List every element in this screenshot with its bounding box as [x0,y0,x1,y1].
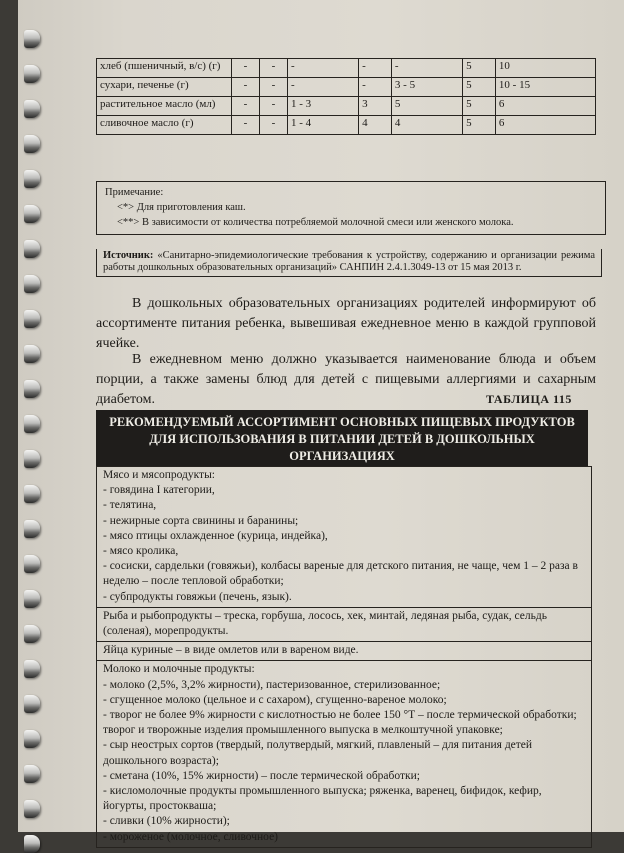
spiral-ring [24,415,40,433]
row-name: сливочное масло (г) [97,116,232,135]
spiral-ring [24,730,40,748]
table-cell: 4 [359,116,392,135]
assortment-table-title: РЕКОМЕНДУЕМЫЙ АССОРТИМЕНТ ОСНОВНЫХ ПИЩЕВЫХ ПРОДУКТОВ ДЛЯ ИСПОЛЬЗОВАНИЯ В ПИТАНИИ ДЕТЕЙ В ДОШКОЛЬНЫХ ОРГАНИЗАЦИЯХ [96,410,588,466]
spiral-ring [24,30,40,48]
list-item: Яйца куриные – в виде омлетов или в вареном виде. [103,644,359,657]
source-note [96,249,602,277]
list-item: - кисломолочные продукты промышленного выпуска; ряженка, варенец, бифидок, кефир, йогурты, простокваша; [103,785,542,813]
table-cell: 5 [463,97,496,116]
norms-table [96,58,596,135]
table-cell: - [232,59,260,78]
table-row [97,97,596,116]
row-name: растительное масло (мл) [97,97,232,116]
table-cell: - [259,97,287,116]
table-cell: 1 - 4 [287,116,358,135]
list-item: - творог не более 9% жирности с кислотностью не более 150 °Т – после термической обработки; творог и творожные изделия промышленного выпуска в мелкоштучной упаковке; [103,709,577,737]
table-cell: 4 [391,116,462,135]
spiral-ring [24,135,40,153]
table-cell: 5 [463,59,496,78]
table-cell: - [259,59,287,78]
note-line-1: <*> Для приготовления каш. [117,202,246,213]
spiral-ring [24,65,40,83]
table-cell: 1 - 3 [287,97,358,116]
spiral-ring [24,625,40,643]
spiral-ring [24,765,40,783]
list-item: Мясо и мясопродукты: [103,469,216,481]
table-cell: - [359,59,392,78]
list-item: - мясо птицы охлажденное (курица, индейка), [103,529,328,542]
table-cell: - [259,78,287,97]
table-label: ТАБЛИЦА 115 [486,392,572,406]
table-cell: 10 - 15 [495,78,595,97]
spiral-ring [24,275,40,293]
spiral-ring [24,485,40,503]
table-cell: - [232,97,260,116]
spiral-ring [24,660,40,678]
list-item: - говядина I категории, [103,484,215,497]
paragraph-2: В ежедневном меню должно указывается наименование блюда и объем порции, а также замены блюд для детей с пищевыми аллергиями и сахарным диабетом. [96,352,596,407]
table-cell: - [359,78,392,97]
paragraph-1: В дошкольных образовательных организациях родителей информируют об ассортименте питания ребенка, вывешивая ежедневное меню в каждой групповой ячейке. [96,296,596,351]
list-item: Молоко и молочные продукты: [103,663,255,676]
spiral-ring [24,310,40,328]
list-item: - телятина, [103,499,157,512]
spiral-ring [24,100,40,118]
note-title: Примечание: [105,187,164,198]
spiral-ring [24,205,40,223]
spiral-ring [24,800,40,818]
spiral-binding [18,0,44,832]
spiral-ring [24,170,40,188]
list-item: - сосиски, сардельки (говяжьи), колбасы вареные для детского питания, не чаще, чем 1 – 2 раза в неделю – после тепловой обработки; [103,560,578,588]
table-cell: - [259,116,287,135]
book-page [18,0,624,843]
spiral-ring [24,520,40,538]
table-cell: - [232,116,260,135]
list-item: - мороженое (молочное, сливочное) [103,830,279,843]
source-label: Источник: [103,250,154,261]
list-item: - мясо кролика, [103,545,179,558]
table-cell: 10 [495,59,595,78]
spiral-ring [24,590,40,608]
list-item: - сыр неострых сортов (твердый, полутвердый, мягкий, плавленый – для питания детей дошкольного возраста); [103,739,533,767]
spiral-ring [24,240,40,258]
table-section [97,467,591,608]
row-name: хлеб (пшеничный, в/с) (г) [97,59,232,78]
spiral-ring [24,695,40,713]
table-cell: - [391,59,462,78]
list-item: - сгущенное молоко (цельное и с сахаром), сгущенно-вареное молоко; [103,693,447,706]
table-note [96,181,606,235]
list-item: - молоко (2,5%, 3,2% жирности), пастеризованное, стерилизованное; [103,678,441,691]
list-item: - сметана (10%, 15% жирности) – после термической обработки; [103,769,420,782]
table-cell: 3 - 5 [391,78,462,97]
row-name: сухари, печенье (г) [97,78,232,97]
table-cell: - [232,78,260,97]
table-cell: 5 [463,78,496,97]
spiral-ring [24,380,40,398]
table-cell: - [287,78,358,97]
spiral-ring [24,450,40,468]
table-cell: 3 [359,97,392,116]
note-line-2: <**> В зависимости от количества потребляемой молочной смеси или женского молока. [117,217,514,228]
table-row [97,78,596,97]
table-section [97,661,591,846]
table-section [97,608,591,642]
list-item: - субпродукты говяжьи (печень, язык). [103,590,292,603]
source-text: «Санитарно-эпидемиологические требования к устройству, содержанию и организации режима работы дошкольных образовательных организаций» САНПИН 2.4.1.3049-13 от 15 мая 2013 г. [103,250,595,273]
table-section [97,642,591,661]
table-row [97,59,596,78]
spiral-ring [24,835,40,853]
assortment-table [96,466,592,848]
spiral-ring [24,345,40,363]
list-item: - сливки (10% жирности); [103,815,230,828]
table-cell: - [287,59,358,78]
table-cell: 5 [463,116,496,135]
list-item: - нежирные сорта свинины и баранины; [103,514,299,527]
spiral-ring [24,555,40,573]
table-cell: 6 [495,97,595,116]
list-item: Рыба и рыбопродукты – треска, горбуша, лосось, хек, минтай, ледяная рыба, судак, сельдь (соленая), морепродукты. [103,609,547,638]
table-row [97,116,596,135]
table-cell: 6 [495,116,595,135]
table-cell: 5 [391,97,462,116]
